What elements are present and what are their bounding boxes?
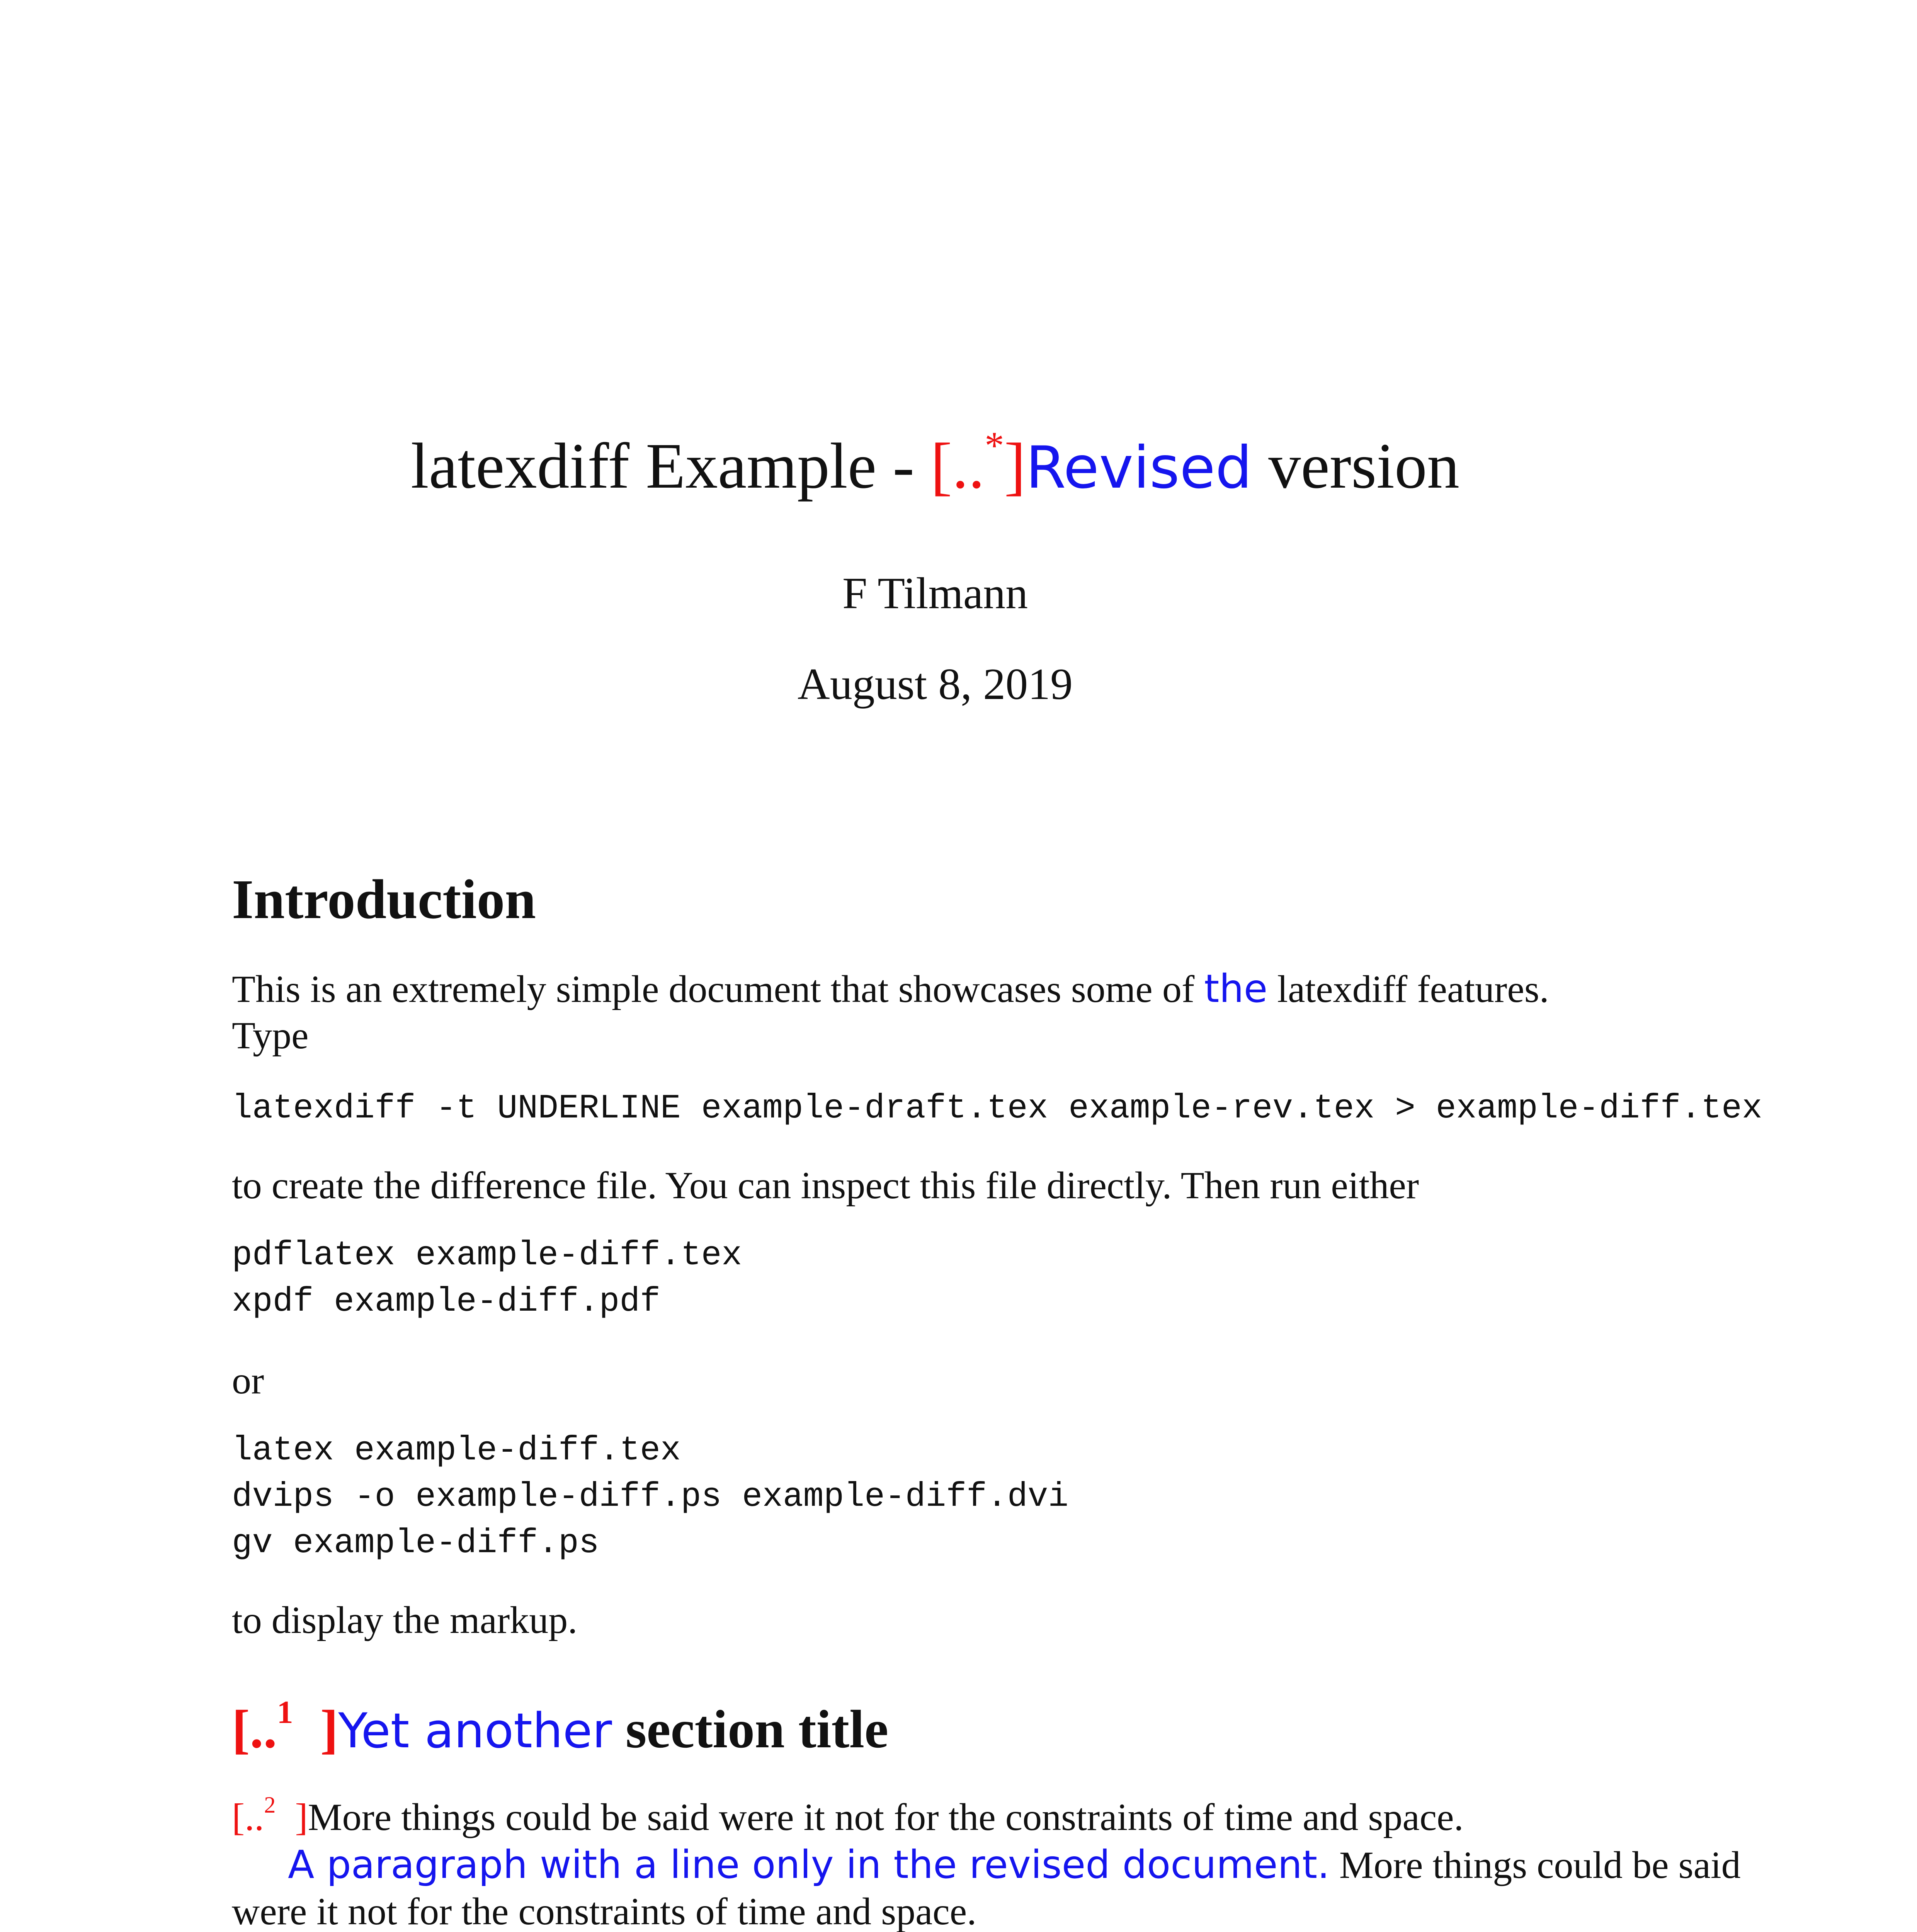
- section-heading-section-title: [..$^1$ ]Yet another section title: [232, 1694, 889, 1759]
- code-line: xpdf example-diff.pdf: [232, 1283, 660, 1321]
- title-text: latexdiff Example -: [411, 430, 931, 502]
- inserted-text: Yet another: [338, 1703, 612, 1759]
- document-title: [0, 423, 1870, 503]
- code-line: gv example-diff.ps: [232, 1524, 599, 1563]
- code-line: latex example-diff.tex: [232, 1432, 681, 1470]
- author: F Tilmann: [842, 569, 1028, 618]
- footnote-ref: 2: [264, 1792, 276, 1818]
- code-line: latexdiff -t UNDERLINE example-draft.tex example-rev.tex > example-diff.tex: [232, 1090, 1762, 1128]
- date: August 8, 2019: [797, 660, 1073, 709]
- deletion-marker: [..$^1$ ]: [232, 1694, 338, 1759]
- code-line: pdflatex example-diff.tex: [232, 1236, 742, 1275]
- paragraph: to create the difference file. You can inspect this file directly. Then run either: [232, 1164, 1419, 1207]
- footnote-ref: *: [985, 423, 1004, 467]
- inserted-text: A paragraph with a line only in the revised document.: [288, 1842, 1330, 1887]
- paragraph: or: [232, 1359, 264, 1402]
- footnote-ref: 1: [277, 1694, 293, 1730]
- paragraph-line: were it not for the constraints of time and space.: [232, 1890, 977, 1932]
- inserted-text: the: [1204, 966, 1268, 1011]
- paragraph: [..$^2$ ]More things could be said were it not for the constraints of time and space.: [232, 1792, 1464, 1838]
- paragraph: A paragraph with a line only in the revised document. More things could be said: [288, 1842, 1741, 1887]
- deletion-marker: [..$^2$ ]: [232, 1792, 308, 1838]
- title-suffix: version: [1252, 430, 1459, 502]
- section-heading-introduction: Introduction: [232, 869, 536, 930]
- intro-paragraph-line: This is an extremely simple document that showcases some of the latexdiff features.: [232, 966, 1549, 1011]
- intro-paragraph-line: Type: [232, 1014, 309, 1057]
- paragraph: to display the markup.: [232, 1599, 578, 1641]
- code-line: dvips -o example-diff.ps example-diff.dvi: [232, 1478, 1069, 1516]
- title-insertion: Revised: [1026, 434, 1252, 502]
- title-deletion-marker: [..*]: [930, 423, 1026, 502]
